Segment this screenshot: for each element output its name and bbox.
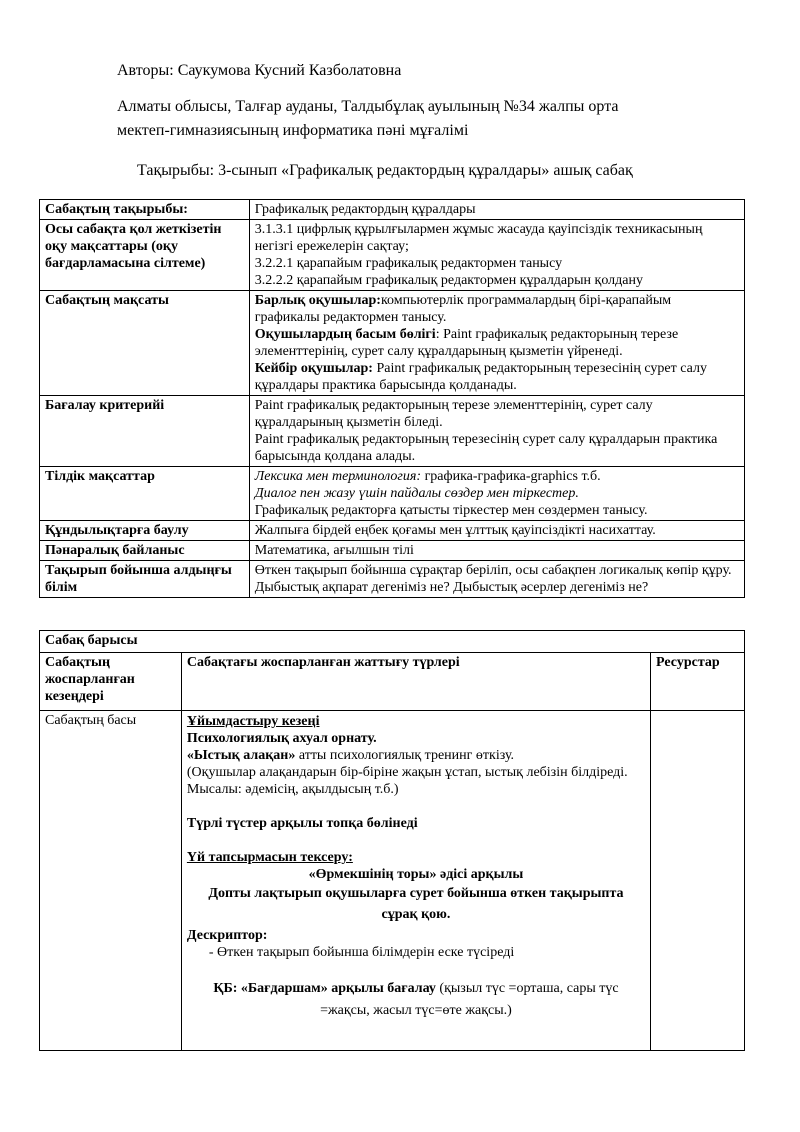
row-cross-curricular	[40, 541, 745, 561]
row-language-objectives	[40, 467, 745, 521]
group-division: Түрлі түстер арқылы топқа бөлінеді	[186, 816, 418, 831]
value-prior-knowledge	[249, 561, 744, 598]
activities-lesson-start	[181, 711, 650, 1051]
warm-palm-training: «Ыстық алақан» атты психологиялық тренинг өткізу.	[186, 748, 515, 763]
lesson-flow-title: Сабақ барысы	[40, 631, 745, 653]
affiliation-line-1: Алматы облысы, Талғар ауданы, Талдыбұлақ ауылының №34 жалпы орта	[117, 98, 619, 115]
value-lesson-goals	[249, 291, 744, 396]
header-activities: Сабақтағы жоспарланған жаттығу түрлері	[181, 652, 650, 710]
goal-some-students: Кейбір оқушылар: Paint графикалық редакторының терезесінің сурет салу құралдары практика барысында қолданады.	[254, 361, 707, 393]
row-lesson-title	[40, 200, 745, 220]
label-assessment-criteria: Бағалау критерийі	[40, 396, 250, 467]
label-prior-knowledge: Тақырып бойынша алдыңғы білім	[40, 561, 250, 598]
row-prior-knowledge	[40, 561, 745, 598]
row-assessment-criteria	[40, 396, 745, 467]
label-lesson-title: Сабақтың тақырыбы:	[40, 200, 250, 220]
resources-lesson-start	[651, 711, 745, 1051]
row-lesson-flow-header	[40, 652, 745, 710]
formative-assessment: ҚБ: «Бағдаршам» арқылы бағалау (қызыл түс =орташа, сары түс =жақсы, жасыл түс=өте жақсы.)	[213, 981, 619, 1018]
value-language-objectives	[249, 467, 744, 521]
lesson-flow-table	[39, 630, 745, 1051]
row-lesson-start	[40, 711, 745, 1051]
stage-lesson-start: Сабақтың басы	[40, 711, 182, 1051]
org-stage: Ұйымдастыру кезеңі	[186, 714, 320, 729]
row-values	[40, 521, 745, 541]
label-lesson-goals: Сабақтың мақсаты	[40, 291, 250, 396]
label-language-objectives: Тілдік мақсаттар	[40, 467, 250, 521]
authors-line: Авторы: Саукумова Кусний Казболатовна	[117, 62, 402, 79]
header-stages: Сабақтың жоспарланған кезеңдері	[40, 652, 182, 710]
language-note: Графикалық редакторға қатысты тіркестер мен сөздермен танысу.	[254, 503, 648, 518]
criterion-item: Paint графикалық редакторының терезесінің сурет салу құралдарын практика барысында қолдана алады.	[254, 432, 718, 464]
affiliation-line-2: мектеп-гимназиясының информатика пәні мұғалімі	[117, 122, 469, 139]
label-cross-curricular: Пәнаралық байланыс	[40, 541, 250, 561]
language-phrases: Диалог пен жазу үшін пайдалы сөздер мен тіркестер.	[254, 486, 579, 501]
homework-check: Үй тапсырмасын тексеру:	[186, 850, 353, 865]
objective-item: 3.2.2.1 қарапайым графикалық редактормен танысу	[254, 256, 563, 271]
lesson-topic: Тақырыбы: 3-сынып «Графикалық редактордың құралдары» ашық сабақ	[137, 162, 633, 179]
descriptor-item: - Өткен тақырып бойынша білімдерін еске түсіреді	[208, 945, 515, 960]
warm-palm-note: (Оқушылар алақандарын бір-біріне жақын ұстап, ыстық лебізін білдіреді. Мысалы: әдемісің, ақылдысың т.б.)	[186, 765, 628, 797]
spider-web-method: «Өрмекшінің торы» әдісі арқылы	[308, 867, 524, 882]
row-learning-objectives	[40, 220, 745, 291]
criterion-item: Paint графикалық редакторының терезе элементтерінің, сурет салу құралдарының қызметін біледі.	[254, 398, 653, 430]
objective-item: 3.1.3.1 цифрлық құрылғылармен жұмыс жасауда қауіпсіздік техникасының негізгі ережелерін сақтау;	[254, 222, 703, 254]
label-learning-objectives: Осы сабақта қол жеткізетін оқу мақсаттары (оқу бағдарламасына сілтеме)	[40, 220, 250, 291]
header-resources: Ресурстар	[651, 652, 745, 710]
lesson-info-table	[39, 199, 745, 598]
psy-climate: Психологиялық ахуал орнату.	[186, 731, 377, 746]
descriptor-label: Дескриптор:	[186, 928, 268, 943]
goal-all-students: Барлық оқушылар:компьютерлік программалардың бірі-қарапайым графикалы редактормен танысу.	[254, 293, 672, 325]
ball-activity: Допты лақтырып оқушыларға сурет бойынша өткен тақырыпта сұрақ қою.	[208, 886, 624, 922]
language-vocab: Лексика мен терминология: графика-графика-graphics т.б.	[254, 469, 601, 484]
row-lesson-goals	[40, 291, 745, 396]
prior-knowledge-questions: Дыбыстық ақпарат дегеніміз не? Дыбыстық әсерлер дегеніміз не?	[254, 580, 649, 595]
goal-most-students: Оқушылардың басым бөлігі: Paint графикалық редакторының терезе элементтерінің, сурет салу құралдарының қызметін үйренеді.	[254, 327, 679, 359]
value-assessment-criteria	[249, 396, 744, 467]
row-lesson-flow-title	[40, 631, 745, 653]
value-cross-curricular: Математика, ағылшын тілі	[249, 541, 744, 561]
prior-knowledge-text: Өткен тақырып бойынша сұрақтар беріліп, осы сабақпен логикалық көпір құру.	[254, 563, 732, 578]
objective-item: 3.2.2.2 қарапайым графикалық редактормен құралдарын қолдану	[254, 273, 643, 288]
value-lesson-title: Графикалық редактордың құралдары	[249, 200, 744, 220]
value-values: Жалпыға бірдей еңбек қоғамы мен ұлттық қауіпсіздікті насихаттау.	[249, 521, 744, 541]
label-values: Құндылықтарға баулу	[40, 521, 250, 541]
value-learning-objectives	[249, 220, 744, 291]
